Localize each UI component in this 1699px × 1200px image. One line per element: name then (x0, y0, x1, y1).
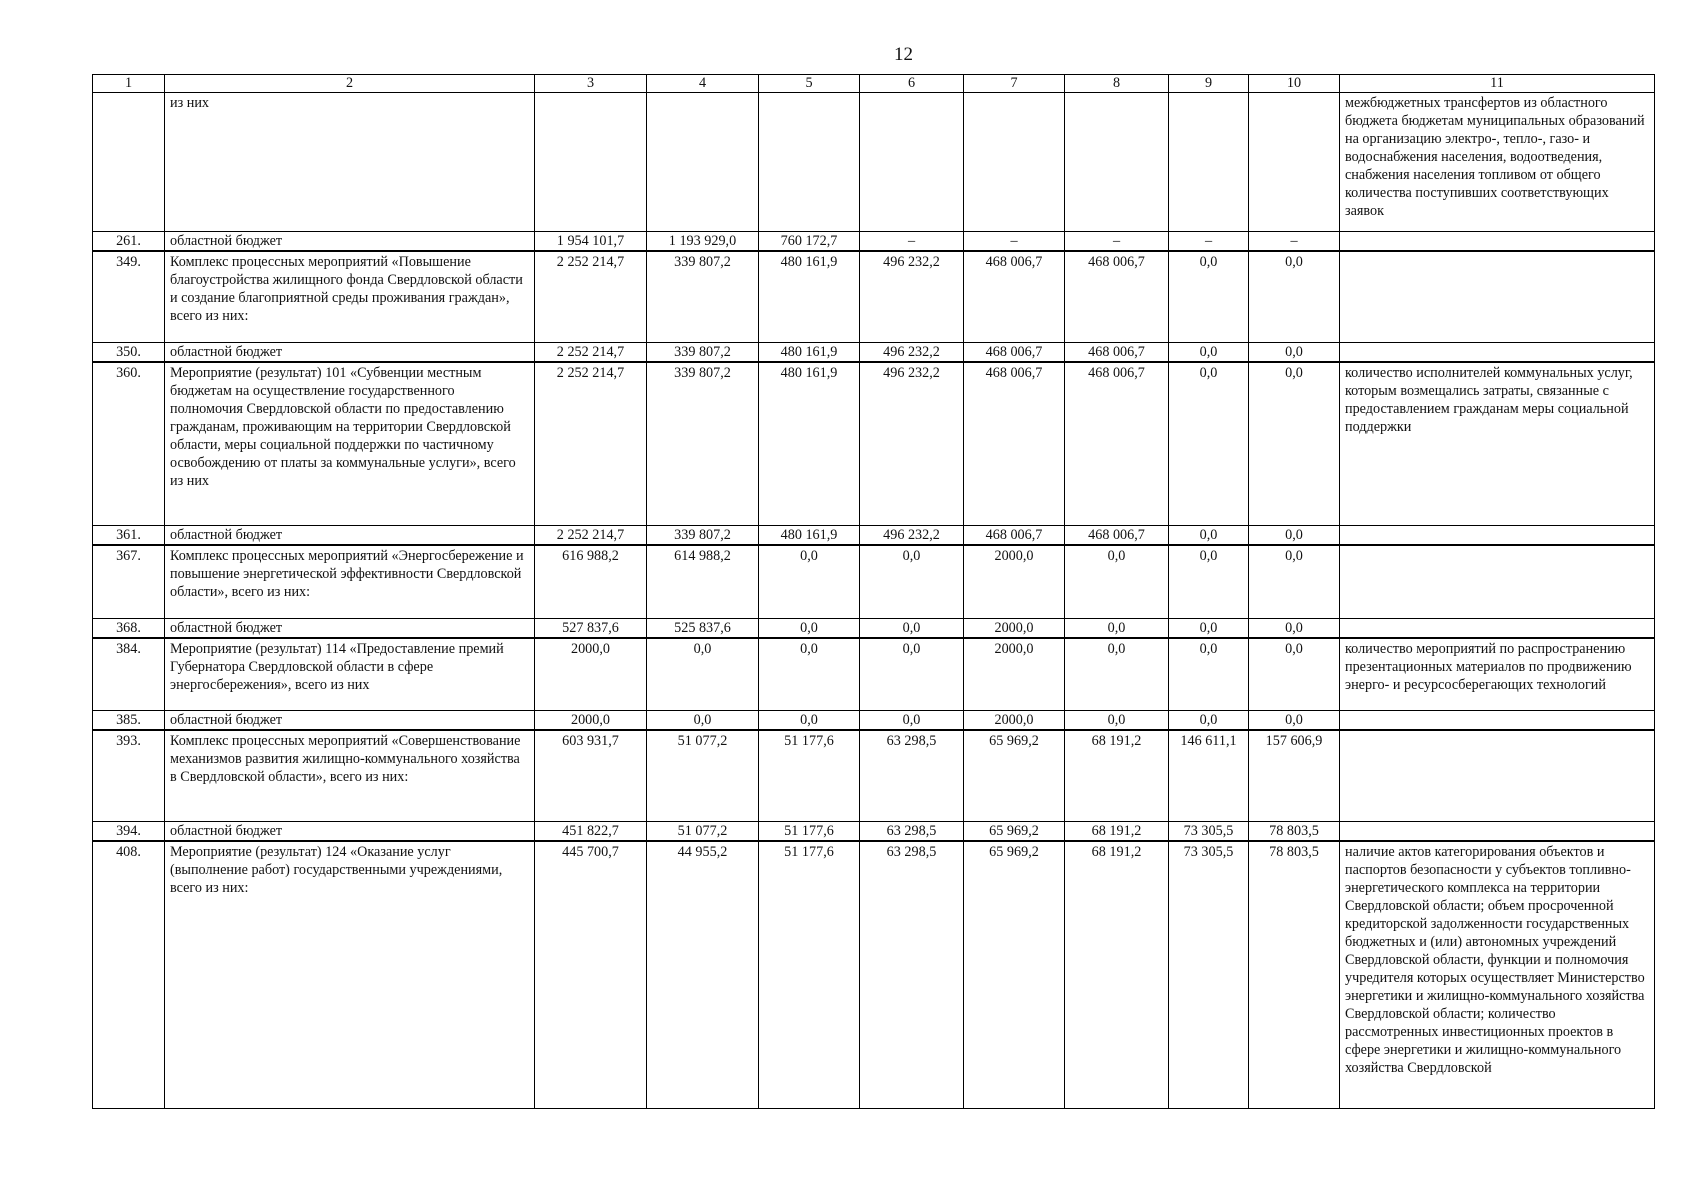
col-10-value: 0,0 (1249, 526, 1340, 546)
row-description: Комплекс процессных мероприятий «Повышение благоустройства жилищного фонда Свердловской области и создание благоприятной среды проживания граждан», всего из них: (165, 251, 535, 342)
row-index: 408. (93, 841, 165, 1109)
col-10-value: 0,0 (1249, 545, 1340, 618)
row-index: 393. (93, 730, 165, 821)
row-description: областной бюджет (165, 618, 535, 638)
row-index: 367. (93, 545, 165, 618)
col-6-value (860, 93, 964, 232)
col-3-value: 445 700,7 (535, 841, 647, 1109)
budget-table (92, 74, 1655, 1109)
row-index: 384. (93, 638, 165, 711)
col-9-value: – (1169, 232, 1249, 252)
col-8-value: 468 006,7 (1065, 362, 1169, 526)
col-8-value: 468 006,7 (1065, 526, 1169, 546)
col-9-value: 0,0 (1169, 342, 1249, 362)
col-9-value: 0,0 (1169, 251, 1249, 342)
column-header: 7 (964, 75, 1065, 93)
table-row (93, 730, 1655, 821)
col-10-value: 0,0 (1249, 618, 1340, 638)
col-3-value: 2 252 214,7 (535, 251, 647, 342)
row-description: областной бюджет (165, 232, 535, 252)
table-row (93, 638, 1655, 711)
row-description: Комплекс процессных мероприятий «Совершенствование механизмов развития жилищно-коммунального хозяйства в Свердловской области», всего из них: (165, 730, 535, 821)
row-indicator (1340, 821, 1655, 841)
row-description: из них (165, 93, 535, 232)
col-7-value: 468 006,7 (964, 251, 1065, 342)
col-7-value: 468 006,7 (964, 526, 1065, 546)
col-3-value: 2 252 214,7 (535, 362, 647, 526)
row-description: Мероприятие (результат) 114 «Предоставление премий Губернатора Свердловской области в сфере энергосбережения», всего из них (165, 638, 535, 711)
page-number: 12 (894, 44, 913, 65)
col-6-value: 63 298,5 (860, 841, 964, 1109)
row-description: Мероприятие (результат) 124 «Оказание услуг (выполнение работ) государственными учреждениями, всего из них: (165, 841, 535, 1109)
col-5-value: 51 177,6 (759, 841, 860, 1109)
col-6-value: 0,0 (860, 545, 964, 618)
col-4-value: 614 988,2 (647, 545, 759, 618)
table-header (93, 75, 1655, 93)
col-4-value: 0,0 (647, 711, 759, 731)
col-10-value: 0,0 (1249, 638, 1340, 711)
col-9-value: 0,0 (1169, 711, 1249, 731)
column-header: 1 (93, 75, 165, 93)
column-header: 6 (860, 75, 964, 93)
row-indicator: межбюджетных трансфертов из областного бюджета бюджетам муниципальных образований на организацию электро-, тепло-, газо- и водоснабжения населения, водоотведения, снабжения населения топливом от общего количества поступивших соответствующих заявок (1340, 93, 1655, 232)
column-header: 3 (535, 75, 647, 93)
row-indicator (1340, 232, 1655, 252)
row-index: 368. (93, 618, 165, 638)
row-index: 360. (93, 362, 165, 526)
row-indicator (1340, 711, 1655, 731)
table-body (93, 93, 1655, 1109)
col-5-value: 51 177,6 (759, 730, 860, 821)
col-6-value: 496 232,2 (860, 342, 964, 362)
column-header: 10 (1249, 75, 1340, 93)
col-4-value: 339 807,2 (647, 362, 759, 526)
col-3-value: 2 252 214,7 (535, 342, 647, 362)
col-7-value: 2000,0 (964, 545, 1065, 618)
row-description: областной бюджет (165, 526, 535, 546)
col-5-value (759, 93, 860, 232)
row-indicator: наличие актов категорирования объектов и паспортов безопасности у субъектов топливно-энергетического комплекса на территории Свердловской области; объем просроченной кредиторской задолженности государственных бюджетных и (или) автономных учреждений Свердловской области, функции и полномочия учредителя которых осуществляет Министерство энергетики и жилищно-коммунального хозяйства Свердловской области; количество рассмотренных инвестиционных проектов в сфере энергетики и жилищно-коммунального хозяйства Свердловской (1340, 841, 1655, 1109)
row-index: 361. (93, 526, 165, 546)
col-3-value: 2000,0 (535, 638, 647, 711)
col-7-value: 2000,0 (964, 638, 1065, 711)
col-6-value: 0,0 (860, 638, 964, 711)
row-index: 385. (93, 711, 165, 731)
col-4-value: 339 807,2 (647, 526, 759, 546)
col-9-value: 0,0 (1169, 618, 1249, 638)
row-indicator (1340, 342, 1655, 362)
col-9-value: 73 305,5 (1169, 821, 1249, 841)
col-8-value: 68 191,2 (1065, 841, 1169, 1109)
col-6-value: – (860, 232, 964, 252)
col-9-value: 73 305,5 (1169, 841, 1249, 1109)
col-5-value: 0,0 (759, 638, 860, 711)
column-header: 11 (1340, 75, 1655, 93)
col-6-value: 0,0 (860, 711, 964, 731)
col-9-value (1169, 93, 1249, 232)
col-8-value: 0,0 (1065, 638, 1169, 711)
col-4-value: 51 077,2 (647, 821, 759, 841)
table-row (93, 841, 1655, 1109)
col-7-value: 468 006,7 (964, 342, 1065, 362)
row-indicator: количество мероприятий по распространению презентационных материалов по продвижению энерго- и ресурсосберегающих технологий (1340, 638, 1655, 711)
col-5-value: 480 161,9 (759, 362, 860, 526)
col-6-value: 63 298,5 (860, 821, 964, 841)
col-10-value: 0,0 (1249, 711, 1340, 731)
col-8-value: 0,0 (1065, 711, 1169, 731)
col-7-value: 65 969,2 (964, 730, 1065, 821)
row-description: областной бюджет (165, 711, 535, 731)
col-4-value: 51 077,2 (647, 730, 759, 821)
col-8-value: 0,0 (1065, 545, 1169, 618)
col-10-value: – (1249, 232, 1340, 252)
row-description: областной бюджет (165, 342, 535, 362)
row-index: 349. (93, 251, 165, 342)
table-row (93, 362, 1655, 526)
col-8-value: 468 006,7 (1065, 251, 1169, 342)
col-6-value: 496 232,2 (860, 526, 964, 546)
col-10-value: 0,0 (1249, 251, 1340, 342)
col-7-value: 2000,0 (964, 618, 1065, 638)
col-4-value: 1 193 929,0 (647, 232, 759, 252)
row-index (93, 93, 165, 232)
col-4-value (647, 93, 759, 232)
col-3-value: 616 988,2 (535, 545, 647, 618)
col-10-value: 78 803,5 (1249, 821, 1340, 841)
col-10-value (1249, 93, 1340, 232)
col-8-value: 0,0 (1065, 618, 1169, 638)
col-5-value: 480 161,9 (759, 526, 860, 546)
table-row-budget-source (93, 526, 1655, 546)
col-3-value: 1 954 101,7 (535, 232, 647, 252)
col-3-value (535, 93, 647, 232)
col-9-value: 0,0 (1169, 526, 1249, 546)
col-7-value (964, 93, 1065, 232)
col-9-value: 146 611,1 (1169, 730, 1249, 821)
table-row-budget-source (93, 711, 1655, 731)
row-index: 261. (93, 232, 165, 252)
table-row-budget-source (93, 618, 1655, 638)
col-7-value: 2000,0 (964, 711, 1065, 731)
column-header: 5 (759, 75, 860, 93)
col-7-value: – (964, 232, 1065, 252)
col-6-value: 496 232,2 (860, 362, 964, 526)
col-4-value: 339 807,2 (647, 251, 759, 342)
col-5-value: 0,0 (759, 618, 860, 638)
row-description: Мероприятие (результат) 101 «Субвенции местным бюджетам на осуществление государственного полномочия Свердловской области по предоставлению гражданам, проживающим на территории Свердловской области, меры социальной поддержки по частичному освобождению от платы за коммунальные услуги», всего из них (165, 362, 535, 526)
row-indicator: количество исполнителей коммунальных услуг, которым возмещались затраты, связанные с предоставлением гражданам меры социальной поддержки (1340, 362, 1655, 526)
column-header: 9 (1169, 75, 1249, 93)
col-8-value: – (1065, 232, 1169, 252)
col-8-value: 68 191,2 (1065, 821, 1169, 841)
col-3-value: 527 837,6 (535, 618, 647, 638)
col-10-value: 157 606,9 (1249, 730, 1340, 821)
col-4-value: 0,0 (647, 638, 759, 711)
col-9-value: 0,0 (1169, 638, 1249, 711)
row-indicator (1340, 618, 1655, 638)
col-4-value: 339 807,2 (647, 342, 759, 362)
row-description: Комплекс процессных мероприятий «Энергосбережение и повышение энергетической эффективности Свердловской области», всего из них: (165, 545, 535, 618)
col-9-value: 0,0 (1169, 362, 1249, 526)
col-5-value: 760 172,7 (759, 232, 860, 252)
col-6-value: 496 232,2 (860, 251, 964, 342)
table-row (93, 251, 1655, 342)
col-10-value: 0,0 (1249, 362, 1340, 526)
column-header: 2 (165, 75, 535, 93)
col-5-value: 51 177,6 (759, 821, 860, 841)
column-header: 4 (647, 75, 759, 93)
col-8-value: 468 006,7 (1065, 342, 1169, 362)
table-row (93, 93, 1655, 232)
col-5-value: 0,0 (759, 545, 860, 618)
col-7-value: 65 969,2 (964, 821, 1065, 841)
table-row-budget-source (93, 342, 1655, 362)
col-5-value: 0,0 (759, 711, 860, 731)
row-indicator (1340, 730, 1655, 821)
row-index: 394. (93, 821, 165, 841)
row-indicator (1340, 526, 1655, 546)
row-index: 350. (93, 342, 165, 362)
col-3-value: 2 252 214,7 (535, 526, 647, 546)
col-5-value: 480 161,9 (759, 251, 860, 342)
col-9-value: 0,0 (1169, 545, 1249, 618)
column-number-row (93, 75, 1655, 93)
table-row-budget-source (93, 232, 1655, 252)
col-10-value: 78 803,5 (1249, 841, 1340, 1109)
table-row (93, 545, 1655, 618)
col-6-value: 63 298,5 (860, 730, 964, 821)
row-indicator (1340, 251, 1655, 342)
col-10-value: 0,0 (1249, 342, 1340, 362)
column-header: 8 (1065, 75, 1169, 93)
table-row-budget-source (93, 821, 1655, 841)
col-5-value: 480 161,9 (759, 342, 860, 362)
col-4-value: 525 837,6 (647, 618, 759, 638)
col-7-value: 468 006,7 (964, 362, 1065, 526)
row-description: областной бюджет (165, 821, 535, 841)
col-7-value: 65 969,2 (964, 841, 1065, 1109)
col-3-value: 2000,0 (535, 711, 647, 731)
col-3-value: 451 822,7 (535, 821, 647, 841)
col-8-value (1065, 93, 1169, 232)
col-8-value: 68 191,2 (1065, 730, 1169, 821)
row-indicator (1340, 545, 1655, 618)
col-3-value: 603 931,7 (535, 730, 647, 821)
col-4-value: 44 955,2 (647, 841, 759, 1109)
col-6-value: 0,0 (860, 618, 964, 638)
